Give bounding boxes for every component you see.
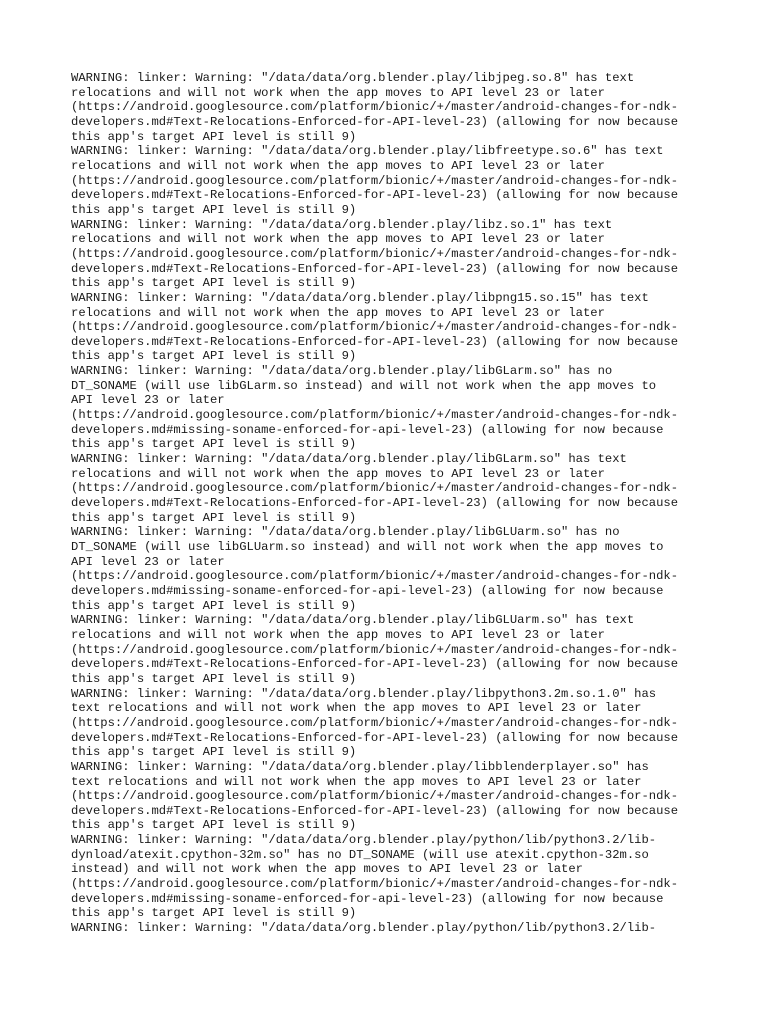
log-line: developers.md#Text-Relocations-Enforced-for-API-level-23) (allowing for now because	[71, 334, 679, 349]
log-line: developers.md#missing-soname-enforced-for-api-level-23) (allowing for now because	[71, 583, 664, 598]
log-line: (https://android.googlesource.com/platform/bionic/+/master/android-changes-for-ndk-	[71, 173, 679, 188]
log-line: DT_SONAME (will use libGLarm.so instead) and will not work when the app moves to	[71, 378, 657, 393]
log-line: WARNING: linker: Warning: "/data/data/org.blender.play/python/lib/python3.2/lib-	[71, 833, 657, 848]
log-line: (https://android.googlesource.com/platform/bionic/+/master/android-changes-for-ndk-	[71, 408, 679, 423]
log-line: instead) and will not work when the app moves to API level 23 or later	[71, 862, 583, 877]
log-line: relocations and will not work when the app moves to API level 23 or later	[71, 305, 605, 320]
log-line: WARNING: linker: Warning: "/data/data/org.blender.play/libblenderplayer.so" has	[71, 759, 649, 774]
log-line: WARNING: linker: Warning: "/data/data/org.blender.play/libpython3.2m.so.1.0" has	[71, 686, 657, 701]
log-line: WARNING: linker: Warning: "/data/data/org.blender.play/libGLUarm.so" has text	[71, 613, 635, 628]
log-line: developers.md#missing-soname-enforced-for-api-level-23) (allowing for now because	[71, 422, 664, 437]
log-line: this app's target API level is still 9)	[71, 671, 357, 686]
log-line: this app's target API level is still 9)	[71, 906, 357, 921]
log-line: (https://android.googlesource.com/platform/bionic/+/master/android-changes-for-ndk-	[71, 320, 679, 335]
log-line: relocations and will not work when the app moves to API level 23 or later	[71, 232, 605, 247]
log-line: WARNING: linker: Warning: "/data/data/org.blender.play/libGLUarm.so" has no	[71, 525, 620, 540]
log-line: developers.md#Text-Relocations-Enforced-for-API-level-23) (allowing for now because	[71, 261, 679, 276]
log-line: (https://android.googlesource.com/platform/bionic/+/master/android-changes-for-ndk-	[71, 715, 679, 730]
log-line: API level 23 or later	[71, 554, 225, 569]
log-line: developers.md#Text-Relocations-Enforced-for-API-level-23) (allowing for now because	[71, 730, 679, 745]
log-line: this app's target API level is still 9)	[71, 349, 357, 364]
log-line: text relocations and will not work when the app moves to API level 23 or later	[71, 774, 642, 789]
log-line: WARNING: linker: Warning: "/data/data/org.blender.play/libfreetype.so.6" has text	[71, 144, 664, 159]
log-line: (https://android.googlesource.com/platform/bionic/+/master/android-changes-for-ndk-	[71, 246, 679, 261]
log-line: WARNING: linker: Warning: "/data/data/org.blender.play/python/lib/python3.2/lib-	[71, 921, 657, 936]
log-line: this app's target API level is still 9)	[71, 202, 357, 217]
log-document	[71, 71, 711, 936]
log-line: developers.md#Text-Relocations-Enforced-for-API-level-23) (allowing for now because	[71, 496, 679, 511]
log-line: developers.md#Text-Relocations-Enforced-for-API-level-23) (allowing for now because	[71, 188, 679, 203]
log-line: developers.md#Text-Relocations-Enforced-for-API-level-23) (allowing for now because	[71, 803, 679, 818]
log-line: this app's target API level is still 9)	[71, 818, 357, 833]
log-line: dynload/atexit.cpython-32m.so" has no DT_SONAME (will use atexit.cpython-32m.so	[71, 847, 649, 862]
log-line: WARNING: linker: Warning: "/data/data/org.blender.play/libpng15.so.15" has text	[71, 290, 649, 305]
log-line: this app's target API level is still 9)	[71, 598, 357, 613]
log-line: relocations and will not work when the app moves to API level 23 or later	[71, 85, 605, 100]
log-line: WARNING: linker: Warning: "/data/data/org.blender.play/libjpeg.so.8" has text	[71, 71, 635, 85]
log-line: DT_SONAME (will use libGLUarm.so instead) and will not work when the app moves to	[71, 540, 664, 554]
log-line: this app's target API level is still 9)	[71, 276, 357, 291]
log-line: (https://android.googlesource.com/platform/bionic/+/master/android-changes-for-ndk-	[71, 642, 679, 657]
log-line: this app's target API level is still 9)	[71, 510, 357, 525]
log-line: text relocations and will not work when the app moves to API level 23 or later	[71, 701, 642, 716]
log-line: API level 23 or later	[71, 393, 225, 408]
log-line: this app's target API level is still 9)	[71, 745, 357, 760]
log-line: relocations and will not work when the app moves to API level 23 or later	[71, 466, 605, 481]
log-line: (https://android.googlesource.com/platform/bionic/+/master/android-changes-for-ndk-	[71, 569, 679, 584]
log-line: WARNING: linker: Warning: "/data/data/org.blender.play/libGLarm.so" has no	[71, 364, 613, 379]
log-line: (https://android.googlesource.com/platform/bionic/+/master/android-changes-for-ndk-	[71, 789, 679, 804]
log-line: developers.md#Text-Relocations-Enforced-for-API-level-23) (allowing for now because	[71, 114, 679, 129]
log-line: this app's target API level is still 9)	[71, 437, 357, 452]
log-line: relocations and will not work when the app moves to API level 23 or later	[71, 158, 605, 173]
log-line: developers.md#Text-Relocations-Enforced-for-API-level-23) (allowing for now because	[71, 657, 679, 672]
log-line: this app's target API level is still 9)	[71, 129, 357, 144]
log-line: relocations and will not work when the app moves to API level 23 or later	[71, 627, 605, 642]
log-line: WARNING: linker: Warning: "/data/data/org.blender.play/libGLarm.so" has text	[71, 452, 627, 467]
log-line: developers.md#missing-soname-enforced-for-api-level-23) (allowing for now because	[71, 891, 664, 906]
log-line: WARNING: linker: Warning: "/data/data/org.blender.play/libz.so.1" has text	[71, 217, 613, 232]
log-line: (https://android.googlesource.com/platform/bionic/+/master/android-changes-for-ndk-	[71, 100, 679, 115]
log-line: (https://android.googlesource.com/platform/bionic/+/master/android-changes-for-ndk-	[71, 481, 679, 496]
log-line: (https://android.googlesource.com/platform/bionic/+/master/android-changes-for-ndk-	[71, 877, 679, 892]
